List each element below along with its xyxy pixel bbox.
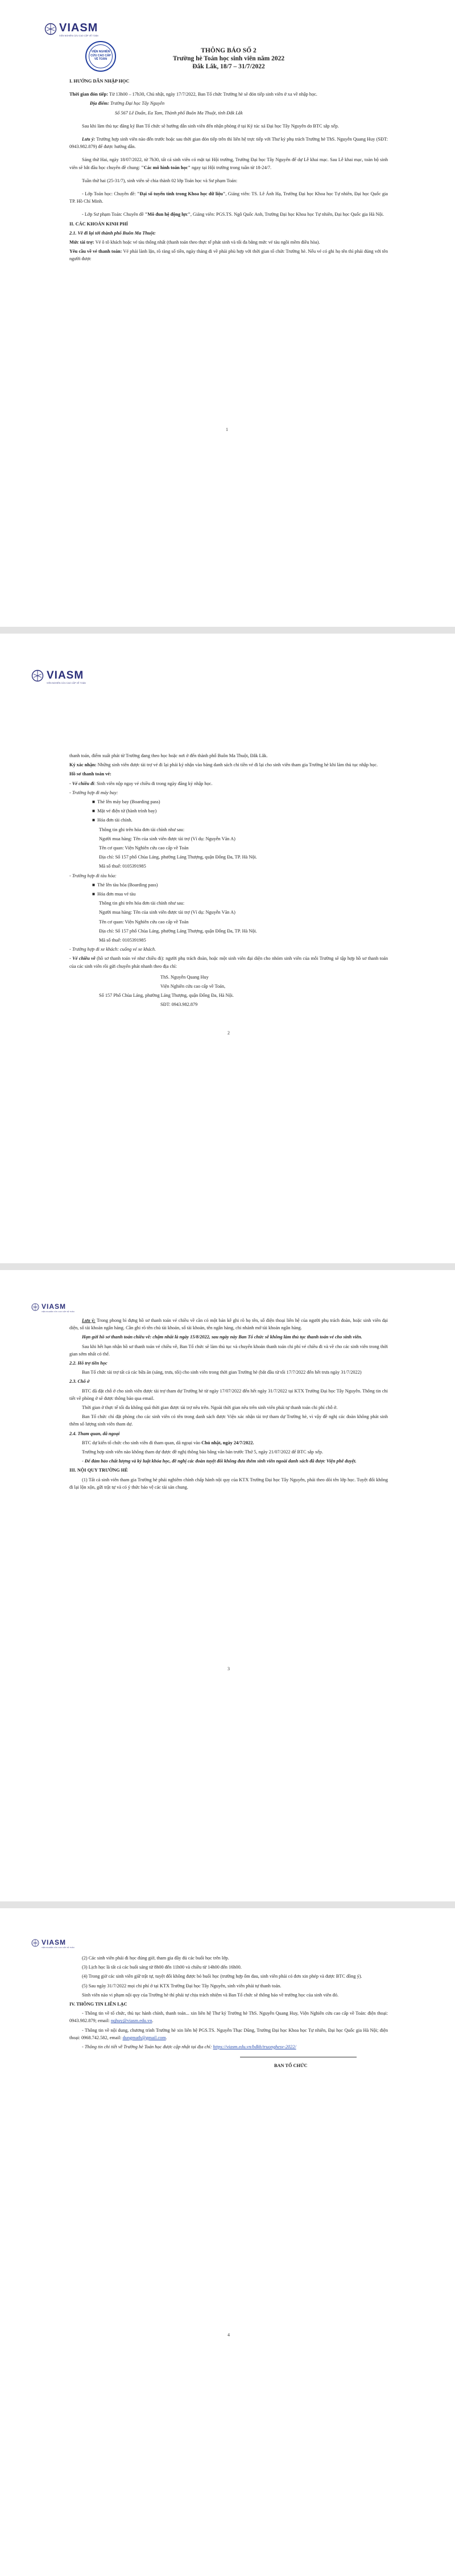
list-item: ■ Thẻ lên tàu hỏa (Boarding pass) bbox=[92, 882, 158, 888]
viasm-emblem-icon bbox=[44, 23, 57, 35]
viasm-emblem-icon bbox=[31, 1303, 39, 1311]
page-number: 3 bbox=[228, 1666, 230, 1671]
lodging-paragraph: BTC đã đặt chỗ ở cho sinh viên được tài trợ tham dự Trường hè từ ngày 17/07/2022 đến hết ngày 31/7/2022 tại KTX Trường Đại học Tây Nguyên. Thông tin chi tiết về phòng ở sẽ được thông báo qua email. bbox=[69, 1388, 388, 1401]
signoff: BAN TỔ CHỨC bbox=[274, 2063, 308, 2069]
program-url-link[interactable]: https://viasm.edu.vn/bdkh/truonghesv-2022/ bbox=[213, 2044, 296, 2050]
rule-2: (2) Các sinh viên phải đi học đúng giờ, tham gia đầy đủ các buổi học trên lớp. bbox=[82, 1955, 229, 1961]
ticket-requirements: Yêu cầu về vé thanh toán: Vé phải lành lặn, rõ ràng số tiền, ngày tháng đi về phải phù hợp với thời gian tổ chức Trường hè. Nếu vé có ghi họ tên thì phải đúng với tên người được bbox=[69, 249, 388, 262]
train-docs-list bbox=[69, 881, 388, 898]
page-3-body bbox=[69, 1317, 388, 1493]
page-4-body bbox=[69, 1954, 388, 2068]
contact-program: - Thông tin về nội dung, chương trình Trường hè xin liên hệ PGS.TS. Nguyễn Thạc Dũng, Trường Đại học Khoa học Tự nhiên, Đại học Quốc gia Hà Nội; điện thoại: 0968.742.582, email: dungmath@gmail.com. bbox=[69, 2027, 388, 2040]
section-heading: III. NỘI QUY TRƯỜNG HÈ bbox=[69, 1468, 128, 1473]
docs-heading: Hồ sơ thanh toán vé: bbox=[69, 771, 111, 777]
brand-name: VIASM bbox=[42, 1303, 67, 1310]
list-item: ■ Mặt vé điện tử (hành trình bay) bbox=[92, 808, 157, 814]
class-math: - Lớp Toán học: Chuyên đề: "Đại số tuyến tính trong Khoa học dữ liệu", Giảng viên: TS. Lê Ánh Hạ, Trường Đại học Khoa học Tự nhiên, Đại học Quốc gia TP. Hồ Chí Minh. bbox=[69, 191, 388, 204]
trip-paragraph: BTC dự kiến tổ chức cho sinh viên đi tham quan, dã ngoại vào Chủ nhật, ngày 24/7/2022. bbox=[82, 1440, 254, 1445]
document-page-2 bbox=[0, 635, 455, 1262]
trip-absence: Trường hợp sinh viên nào không tham dự được đề nghị thông báo bằng văn bản trước Thứ 5, ngày 21/07/2022 để BTC sắp xếp. bbox=[82, 1449, 323, 1455]
list-item: ■ Thẻ lên máy bay (Boarding pass) bbox=[92, 799, 160, 805]
transfer-paragraph: Sau khi hết hạn nhận hồ sơ thanh toán vé chiều về, Ban Tổ chức sẽ làm thủ tục và chuyển khoản thanh toán chi phí vé chiều đi và về cho các sinh viên trong thời gian sớm nhất có thể. bbox=[69, 1344, 388, 1357]
page-separator bbox=[0, 1901, 455, 1908]
brand-subtitle: VIỆN NGHIÊN CỨU CAO CẤP VỀ TOÁN bbox=[59, 35, 98, 37]
envelope-note: Lưu ý: Trong phong bì đựng hồ sơ thanh toán vé chiều về cần có một bản kê ghi rõ họ tên, số điện thoại liên hệ của người phụ trách đoàn, hoặc sinh viên đại diện, số tài khoản ngân hàng. Cần ghi rõ tên chủ tài khoản, số tài khoản, tên ngân hàng, chi nhánh mở tài khoản ngân hàng. bbox=[69, 1318, 388, 1331]
mailing-address-detail: Số 157 Phố Chùa Láng, phường Láng Thượng, quận Đống Đa, Hà Nội. SĐT: 0943.982.879 bbox=[99, 993, 234, 1008]
brand-name: VIASM bbox=[59, 22, 98, 34]
class-pedagogy: - Lớp Sư phạm Toán: Chuyên đề "Mô đun hệ động lực", Giảng viên: PGS.TS. Ngô Quốc Anh, Trường Đại học Khoa học Tự nhiên, Đại học Quốc gia Hà Nội. bbox=[82, 212, 384, 217]
reception-address: Số 567 Lê Duẩn, Ea Tam, Thành phố Buôn Ma Thuột, tỉnh Đắk Lắk bbox=[115, 110, 243, 116]
return-ticket: - Vé chiều về (hồ sơ thanh toán vé như chiều đi): người phụ trách đoàn, hoặc một sinh viên đại diện cho nhóm sinh viên của mỗi Trường sẽ tập hợp hồ sơ thanh toán của các sinh viên rồi gửi chuyển phát nhanh theo địa chỉ: bbox=[69, 956, 388, 969]
note-paragraph: Lưu ý: Trường hợp sinh viên nào đến trước hoặc sau thời gian đón tiếp trên thì liên hệ trực tiếp với Thư ký phụ trách Trường hè ThS. Nguyễn Quang Huy (SĐT: 0943.982.879) để được hướng dẫn. bbox=[69, 137, 388, 150]
week2-paragraph: Tuần thứ hai (25-31/7), sinh viên sẽ chia thành 02 lớp Toán học và Sư phạm Toán: bbox=[82, 178, 238, 183]
rule-4: (4) Trong giờ các sinh viên giữ trật tự, tuyệt đối không được bỏ buổi học (trường hợp ốm đau, sinh viên phải có đơn xin phép và được BTC đồng ý). bbox=[82, 1974, 362, 1979]
lodging-rule: Thời gian ở thực tế tối đa không quá thời gian được tài trợ nêu trên. Ngoài thời gian nêu trên sinh viên phải tự thanh toán chi phí chỗ ở. bbox=[82, 1405, 338, 1411]
meals-paragraph: Ban Tổ chức tài trợ tất cả các bữa ăn (sáng, trưa, tối) cho sinh viên trong thời gian Trường hè (bắt đầu từ tối 17/7/2022 đến hết trưa ngày 31/7/2022) bbox=[82, 1370, 362, 1375]
brand-subtitle: VIỆN NGHIÊN CỨU CAO CẤP VỀ TOÁN bbox=[42, 1310, 75, 1313]
document-page-1 bbox=[0, 0, 455, 625]
plane-heading: - Trường hợp đi máy bay: bbox=[69, 790, 118, 795]
reception-time: Thời gian đón tiếp: Từ 13h00 – 17h30, Chủ nhật, ngày 17/7/2022, Ban Tổ chức Trường hè sẽ đón tiếp sinh viên ở xa về nhập học. bbox=[69, 92, 317, 97]
deadline-notice: Hạn gửi hồ sơ thanh toán chiều về: chậm nhất là ngày 15/8/2022, sau ngày này Ban Tổ chức sẽ không làm thủ tục thanh toán vé cho sinh viên. bbox=[82, 1334, 362, 1340]
page-number: 4 bbox=[228, 2332, 230, 2337]
signature-block bbox=[69, 2053, 388, 2068]
contact-admin: - Thông tin về tổ chức, thủ tục hành chính, thanh toán... xin liên hệ Thư ký Trường hè ThS. Nguyễn Quang Huy, Viện Nghiên cứu cao cấp về Toán: điện thoại: 0943.982.879; email: nqhuy@viasm.edu.vn. bbox=[69, 2011, 388, 2024]
mailing-address: ThS. Nguyễn Quang Huy Viện Nghiên cứu cao cấp về Toán, bbox=[160, 974, 226, 989]
list-item: ■ Hóa đơn tài chính. bbox=[92, 817, 133, 823]
section-heading: II. CÁC KHOẢN KINH PHÍ bbox=[69, 221, 129, 227]
info-url-paragraph: - Thông tin chi tiết về Trường hè Toán học được cập nhật tại địa chỉ: https://viasm.edu.vn/bdkh/truonghesv-2022/ bbox=[82, 2044, 296, 2050]
subsection-heading: 2.3. Chỗ ở bbox=[69, 1379, 90, 1384]
notice-subtitle: Trường hè Toán học sinh viên năm 2022 bbox=[172, 55, 285, 62]
page-1-body bbox=[69, 47, 388, 265]
ticket-continuation: thanh toán, điểm xuất phát từ Trường đang theo học hoặc nơi ở đến thành phố Buôn Ma Thuột, Đắk Lắk. bbox=[69, 753, 268, 758]
trip-warning: - Để đảm bảo chất lượng và kỷ luật khóa học, đề nghị các đoàn tuyệt đối không đưa thêm sinh viên ngoài danh sách đã được Viện phê duyệt. bbox=[82, 1458, 357, 1464]
subsection-heading: 2.1. Về đi lại tới thành phố Buôn Ma Thuột: bbox=[69, 230, 156, 236]
section-heading: I. HƯỚNG DẪN NHẬP HỌC bbox=[69, 79, 130, 84]
section-heading: IV. THÔNG TIN LIÊN LẠC bbox=[69, 2002, 127, 2007]
document-page-4 bbox=[0, 1909, 455, 2576]
subsection-heading: 2.2. Hỗ trợ tiền học bbox=[69, 1361, 107, 1366]
viasm-emblem-icon bbox=[31, 669, 44, 682]
page-number: 2 bbox=[228, 1030, 230, 1036]
page-separator bbox=[0, 627, 455, 634]
checkin-paragraph: Sau khi làm thủ tục đăng ký Ban Tổ chức sẽ hướng dẫn sinh viên đến nhận phòng ở tại Ký túc xá Đại học Tây Nguyên do BTC sắp xếp. bbox=[82, 123, 339, 129]
page-number: 1 bbox=[226, 427, 228, 432]
admin-email-link[interactable]: nqhuy@viasm.edu.vn bbox=[110, 2018, 152, 2024]
notice-title: THÔNG BÁO SỐ 2 bbox=[201, 47, 257, 54]
train-invoice-info: Thông tin ghi trên hóa đơn tài chính như sau: Người mua hàng: Tên của sinh viên được tài trợ (Ví dụ: Nguyễn Văn A) Tên cơ quan: Viện Nghiên cứu cao cấp về Toán Địa chỉ: Số 157 phố Chùa Láng, phường Láng Thượng, quận Đống Đa, TP. Hà Nội. Mã số thuế: 0105391985 bbox=[99, 901, 257, 943]
rule-3: (3) Lịch học là tất cả các buổi sáng từ 8h00 đến 11h00 và chiều từ 14h00 đến 16h00. bbox=[82, 1965, 242, 1970]
brand-name: VIASM bbox=[42, 1938, 67, 1946]
brand-name: VIASM bbox=[47, 669, 84, 681]
rule-violation: Sinh viên nào vi phạm nội quy của Trường hè thì phải tự chịu trách nhiệm và Ban Tổ chức sẽ thông báo về trường học của sinh viên đó. bbox=[82, 1992, 339, 1998]
reception-place: Địa điểm: Trường Đại học Tây Nguyên bbox=[90, 101, 165, 106]
train-heading: - Trường hợp đi tàu hỏa: bbox=[69, 873, 117, 878]
document-page-3 bbox=[0, 1271, 455, 1900]
notice-dates: Đắk Lắk, 18/7 – 31/7/2022 bbox=[192, 63, 265, 70]
brand-subtitle: VIỆN NGHIÊN CỨU CAO CẤP VỀ TOÁN bbox=[42, 1946, 75, 1949]
stamp-text: VIỆN NGHIÊN CỨU CAO CẤP VỀ TOÁN bbox=[90, 50, 111, 61]
bus-ticket: - Trường hợp đi xe khách: cuống vé xe khách. bbox=[69, 947, 156, 952]
page-separator bbox=[0, 1263, 455, 1270]
lodging-note: Ban Tổ chức chỉ đặt phòng cho các sinh viên có tên trong danh sách được Viện xác nhận tài trợ tham dự Trường hè, vì vậy đề nghị các đoàn không phát sinh thêm số lượng sinh viên tham dự. bbox=[69, 1414, 388, 1427]
travel-sponsorship: Mức tài trợ: Vé ô tô khách hoặc vé tàu thống nhất (thanh toán theo thực tế phát sinh và tối đa bằng mức vé tàu ngồi mềm điều hòa). bbox=[69, 240, 320, 245]
list-item: ■ Hóa đơn mua vé tàu bbox=[92, 891, 136, 897]
program-email-link[interactable]: dungmath@gmail.com bbox=[122, 2035, 166, 2040]
rule-5: (5) Sau ngày 31/7/2022 mọi chi phí ở tại KTX Trường Đại học Tây Nguyên, sinh viên phải tự thanh toán. bbox=[82, 1983, 282, 1989]
opening-paragraph: Sáng thứ Hai, ngày 18/07/2022, từ 7h30, tất cả sinh viên có mặt tại Hội trường, Trường Đại học Tây Nguyên để dự Lễ khai mạc. Sau Lễ khai mạc, toàn bộ sinh viên sẽ bắt đầu học chuyên đề chung: "Các mô hình toán học" ngay tại Hội trường trong tuần từ 18-24/7. bbox=[69, 157, 388, 170]
brand-subtitle: VIỆN NGHIÊN CỨU CAO CẤP VỀ TOÁN bbox=[47, 682, 86, 684]
page-2-body bbox=[69, 752, 388, 1010]
sign-confirmation: Ký xác nhận: Những sinh viên được tài trợ vé đi lại phải ký nhận vào bảng danh sách chi tiền vé đi lại cho sinh viên tham gia Trường hè khi làm thủ tục nhập học. bbox=[69, 762, 378, 768]
plane-docs-list bbox=[69, 798, 388, 824]
viasm-emblem-icon bbox=[31, 1939, 39, 1947]
outbound-ticket: - Vé chiều đi: Sinh viên nộp ngay vé chiều đi trong ngày đăng ký nhập học. bbox=[69, 780, 213, 786]
rule-1: (1) Tất cả sinh viên tham gia Trường hè phải nghiêm chỉnh chấp hành nội quy của KTX Trường Đại học Tây Nguyên, phải theo dõi tên lớp học. Tuyệt đối không đi lại lộn xộn, gữi trật tự và có ý thức bảo vệ các tài sản chung. bbox=[69, 1477, 388, 1490]
subsection-heading: 2.4. Tham quan, dã ngoại bbox=[69, 1431, 120, 1436]
plane-invoice-info: Thông tin ghi trên hóa đơn tài chính như sau: Người mua hàng: Tên của sinh viên được tài trợ (Ví dụ: Nguyễn Văn A) Tên cơ quan: Viện Nghiên cứu cao cấp về Toán Địa chỉ: Số 157 phố Chùa Láng, phường Láng Thượng, quận Đống Đa, TP. Hà Nội. Mã số thuế: 0105391985 bbox=[99, 827, 257, 869]
